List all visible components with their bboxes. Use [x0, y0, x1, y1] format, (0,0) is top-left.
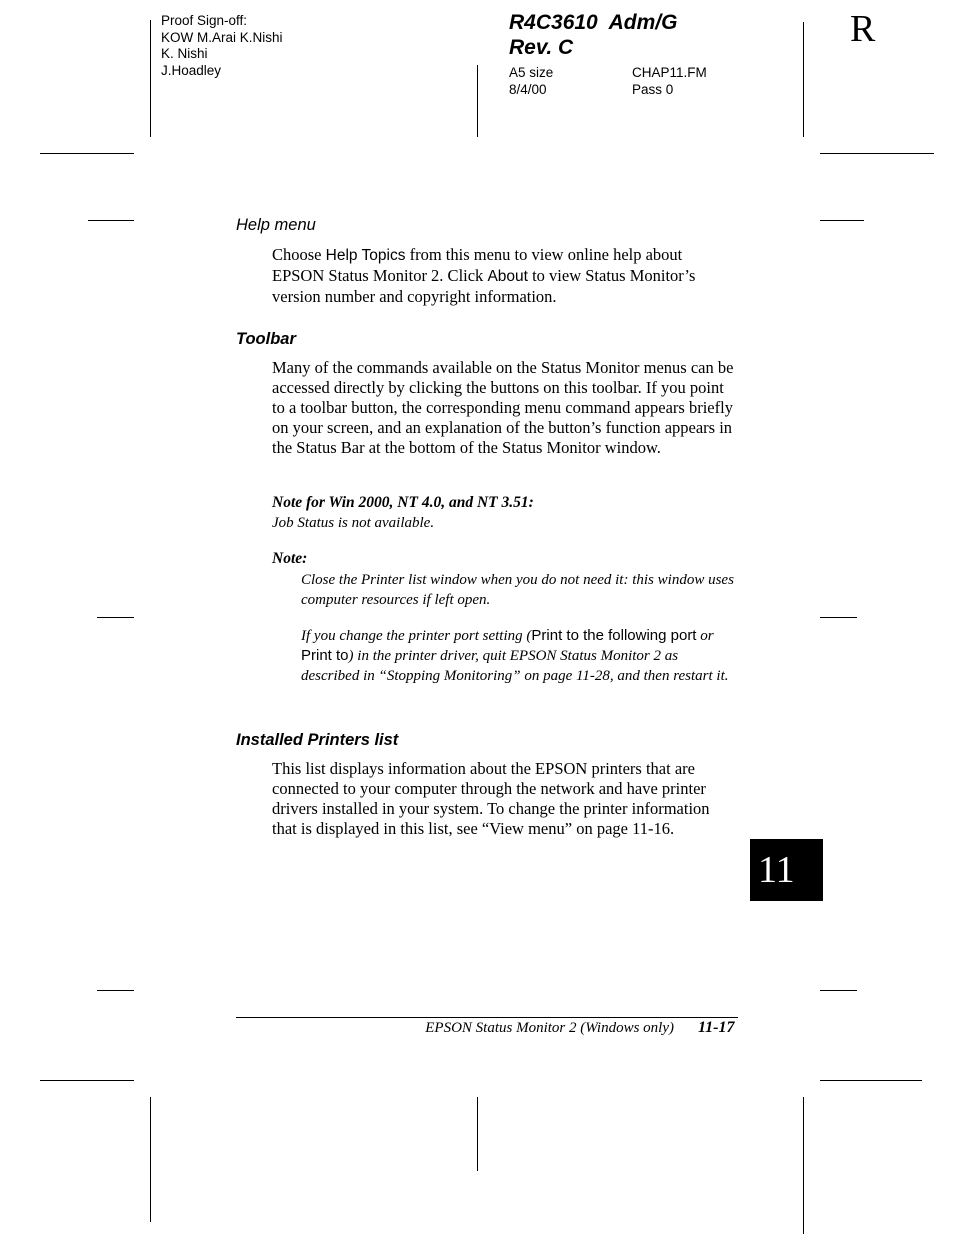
proof-line: J.Hoadley [161, 62, 222, 78]
note-port-setting-text [301, 626, 739, 686]
crop-mark-right-3 [820, 990, 857, 991]
crop-mark-bottom-left-vertical [150, 1097, 151, 1222]
chapter-tab: 11 [750, 839, 823, 901]
text-run: Choose [272, 245, 326, 264]
help-menu-paragraph [272, 245, 738, 307]
crop-mark-left-1 [88, 220, 134, 221]
text-run: from this menu to view online help about EPSON Status Monitor 2. Click [272, 245, 683, 285]
crop-mark-bottom-left-horizontal [40, 1080, 134, 1081]
meta-date: 8/4/00 [509, 82, 547, 97]
about-command: About [487, 268, 528, 285]
installed-printers-paragraph: This list displays information about the EPSON printers that are connected to your computer through the network and have printer drivers installed in your system. To change the printer information that is displayed in this list, see “View menu” on page 11-16. [272, 759, 710, 838]
crop-mark-right-1 [820, 220, 864, 221]
document-meta [509, 64, 707, 98]
crop-mark-right-2 [820, 617, 857, 618]
crop-mark-left-3 [97, 990, 134, 991]
text-run: to view Status Monitor’s version number and copyright information. [272, 266, 696, 306]
print-to-following-port-option: Print to the following port [531, 627, 697, 644]
crop-mark-bottom-right-vertical [803, 1097, 804, 1234]
installed-printers-heading: Installed Printers list [236, 731, 399, 749]
document-id-line-1: R4C3610 Adm/G [509, 11, 678, 34]
meta-pass: Pass 0 [632, 82, 674, 97]
crop-mark-top-left-vertical [150, 20, 151, 137]
crop-mark-top-left-horizontal [40, 153, 134, 154]
note-win2000-title: Note for Win 2000, NT 4.0, and NT 3.51: [272, 494, 534, 511]
toolbar-paragraph: Many of the commands available on the Status Monitor menus can be accessed directly by clicking the buttons on this toolbar. If you point to a toolbar button, the corresponding menu command appears briefly on your screen, and an explanation of the button’s function appears in the Status Bar at the bottom of the Status Monitor window. [272, 358, 734, 457]
footer-title: EPSON Status Monitor 2 (Windows only) [425, 1020, 674, 1036]
crop-mark-bottom-center-vertical [477, 1097, 478, 1171]
proof-signoff-block [161, 13, 283, 79]
note-printer-list-text: Close the Printer list window when you do not need it: this window uses computer resources if left open. [301, 572, 734, 608]
corner-mark: R [850, 8, 876, 50]
proof-line: KOW M.Arai K.Nishi [161, 29, 283, 45]
crop-mark-top-right-vertical [803, 22, 804, 137]
page-number: 11-17 [698, 1019, 735, 1036]
document-id-line-2: Rev. C [509, 36, 574, 59]
crop-mark-top-center-vertical [477, 65, 478, 137]
meta-file: CHAP11.FM [632, 65, 707, 80]
meta-row [509, 64, 707, 81]
meta-row [509, 81, 707, 98]
print-to-option: Print to [301, 647, 349, 664]
crop-mark-left-2 [97, 617, 134, 618]
proof-line: K. Nishi [161, 46, 208, 61]
text-run: ) in the printer driver, quit EPSON Status Monitor 2 as described in “Stopping Monitoring” on page 11-28, and then restart it. [301, 648, 729, 684]
note-title: Note: [272, 550, 308, 567]
footer-rule [236, 1017, 738, 1018]
help-topics-command: Help Topics [325, 247, 406, 264]
document-id [509, 10, 677, 60]
crop-mark-top-right-horizontal [820, 153, 934, 154]
crop-mark-bottom-right-horizontal [820, 1080, 922, 1081]
text-run: If you change the printer port setting ( [301, 628, 532, 644]
text-run: or [696, 628, 714, 644]
meta-size: A5 size [509, 65, 554, 80]
toolbar-heading: Toolbar [236, 330, 296, 348]
help-menu-heading: Help menu [236, 216, 316, 234]
proof-line: Proof Sign-off: [161, 13, 248, 28]
note-win2000-text: Job Status is not available. [272, 515, 435, 531]
